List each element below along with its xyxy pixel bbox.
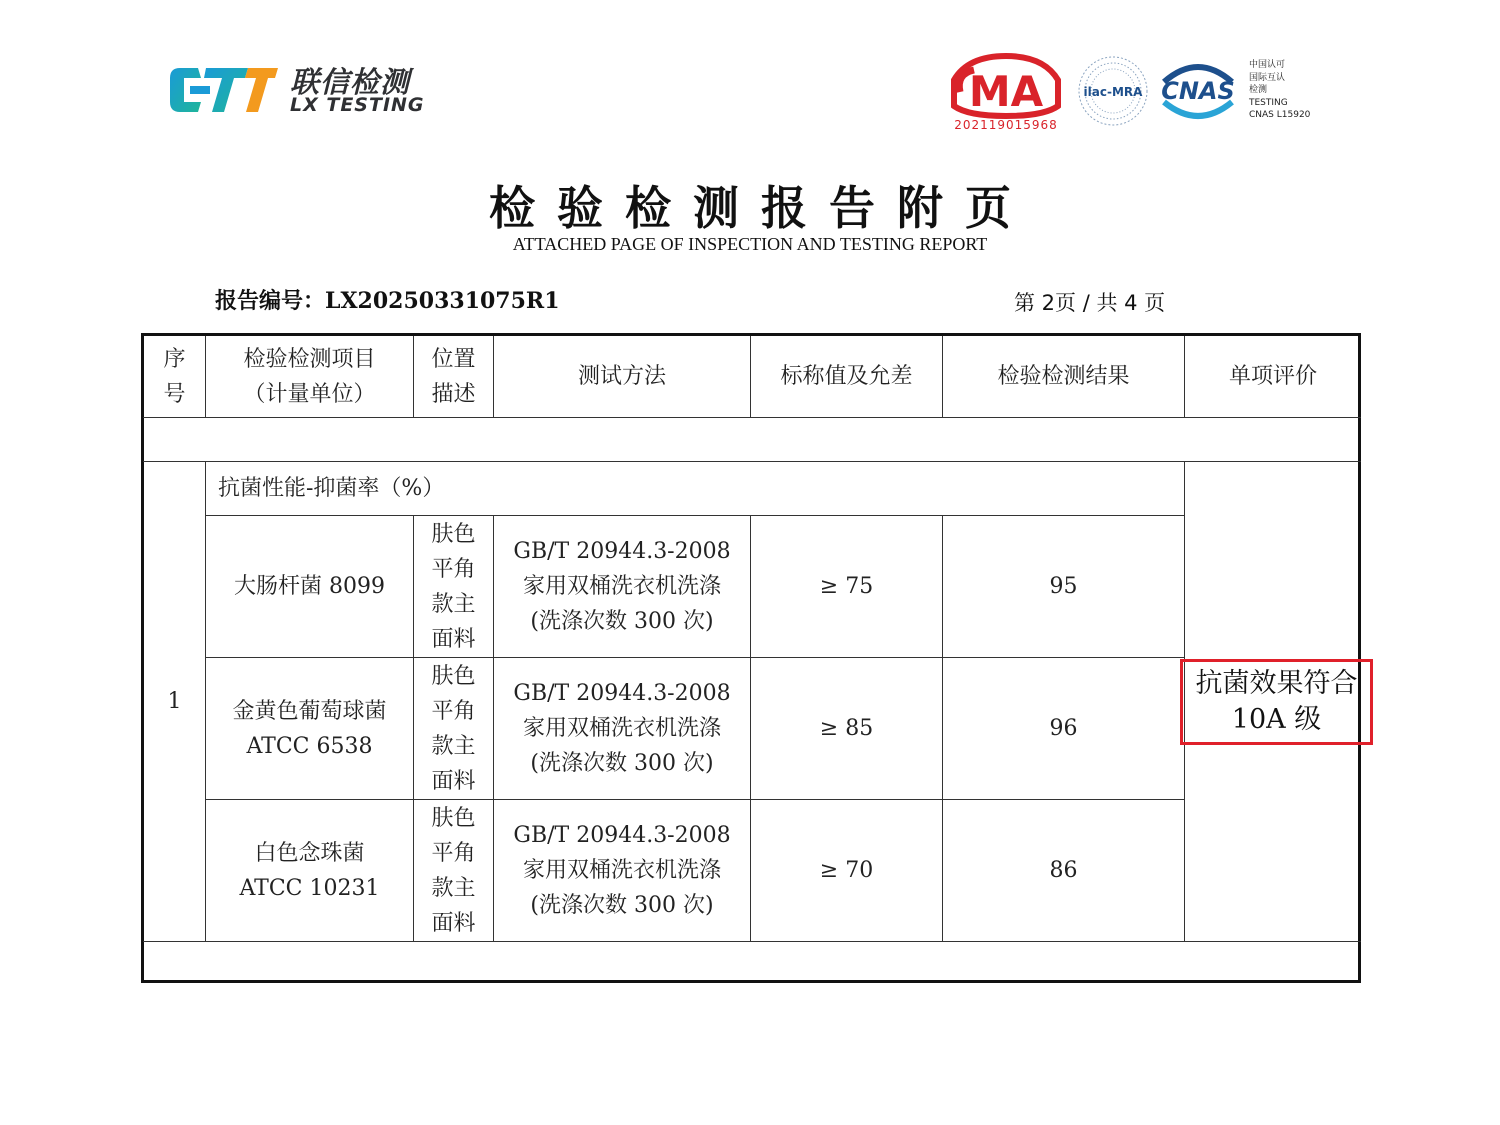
logo-chinese-name: 联信检测 <box>290 65 411 99</box>
svg-text:CNAS: CNAS <box>1161 77 1235 105</box>
table-row-3-result: 86 <box>1049 858 1078 883</box>
ilac-mra-logo-icon <box>1076 54 1150 128</box>
table-rule <box>143 417 1361 418</box>
group-title: 抗菌性能-抑菌率（%） <box>218 476 445 501</box>
header-evaluation: 单项评价 <box>1228 364 1317 389</box>
table-row-1-method: GB/T 20944.3-2008 家用双桶洗衣机洗涤 (洗涤次数 300 次) <box>513 539 731 634</box>
table-row-3-nominal: ≥ 70 <box>819 858 874 883</box>
header-seq: 序 号 <box>163 346 186 407</box>
table-row-2-nominal: ≥ 85 <box>819 716 874 741</box>
evaluation-highlight: 抗菌效果符合 10A 级 <box>1180 659 1373 745</box>
table-row-1-item: 大肠杆菌 8099 <box>234 574 385 599</box>
logo-english-name: LX TESTING <box>290 94 425 116</box>
table-row-2-item: 金黄色葡萄球菌 ATCC 6538 <box>232 698 387 759</box>
table-row-3-item: 白色念珠菌 ATCC 10231 <box>239 840 380 901</box>
table-rule <box>143 941 1361 942</box>
header-nominal: 标称值及允差 <box>780 364 913 389</box>
header-result: 检验检测结果 <box>997 364 1130 389</box>
table-row-2-result: 96 <box>1049 716 1078 741</box>
cnas-accreditation-text: 中国认可 国际互认 检测 TESTING CNAS L15920 <box>1249 60 1311 120</box>
table-row-1-position: 肤色 平角 款主 面料 <box>431 521 476 652</box>
page-subtitle: ATTACHED PAGE OF INSPECTION AND TESTING REPORT <box>512 234 988 254</box>
company-logo <box>168 58 438 122</box>
table-row-3-position: 肤色 平角 款主 面料 <box>431 805 476 936</box>
cnas-logo-icon <box>1156 58 1240 124</box>
lx-logo-mark-icon <box>168 62 280 118</box>
report-number: 报告编号：LX20250331075R1 <box>215 288 560 314</box>
header-position: 位置 描述 <box>431 346 476 407</box>
page-indicator: 第 2页 / 共 4 页 <box>1014 291 1166 315</box>
svg-text:ilac-MRA: ilac-MRA <box>1083 85 1143 99</box>
svg-text:MA: MA <box>968 67 1044 116</box>
header-method: 测试方法 <box>577 364 666 389</box>
page-title: 检验检测报告附页 <box>489 181 1033 235</box>
table-row-3-method: GB/T 20944.3-2008 家用双桶洗衣机洗涤 (洗涤次数 300 次) <box>513 823 731 918</box>
cma-code: 202119015968 <box>954 118 1058 132</box>
table-row-1-result: 95 <box>1049 574 1078 599</box>
table-row-2-position: 肤色 平角 款主 面料 <box>431 663 476 794</box>
header-item: 检验检测项目 （计量单位） <box>243 346 376 407</box>
table-row-1-nominal: ≥ 75 <box>819 574 874 599</box>
group-seq: 1 <box>167 689 182 714</box>
table-row-2-method: GB/T 20944.3-2008 家用双桶洗衣机洗涤 (洗涤次数 300 次) <box>513 681 731 776</box>
